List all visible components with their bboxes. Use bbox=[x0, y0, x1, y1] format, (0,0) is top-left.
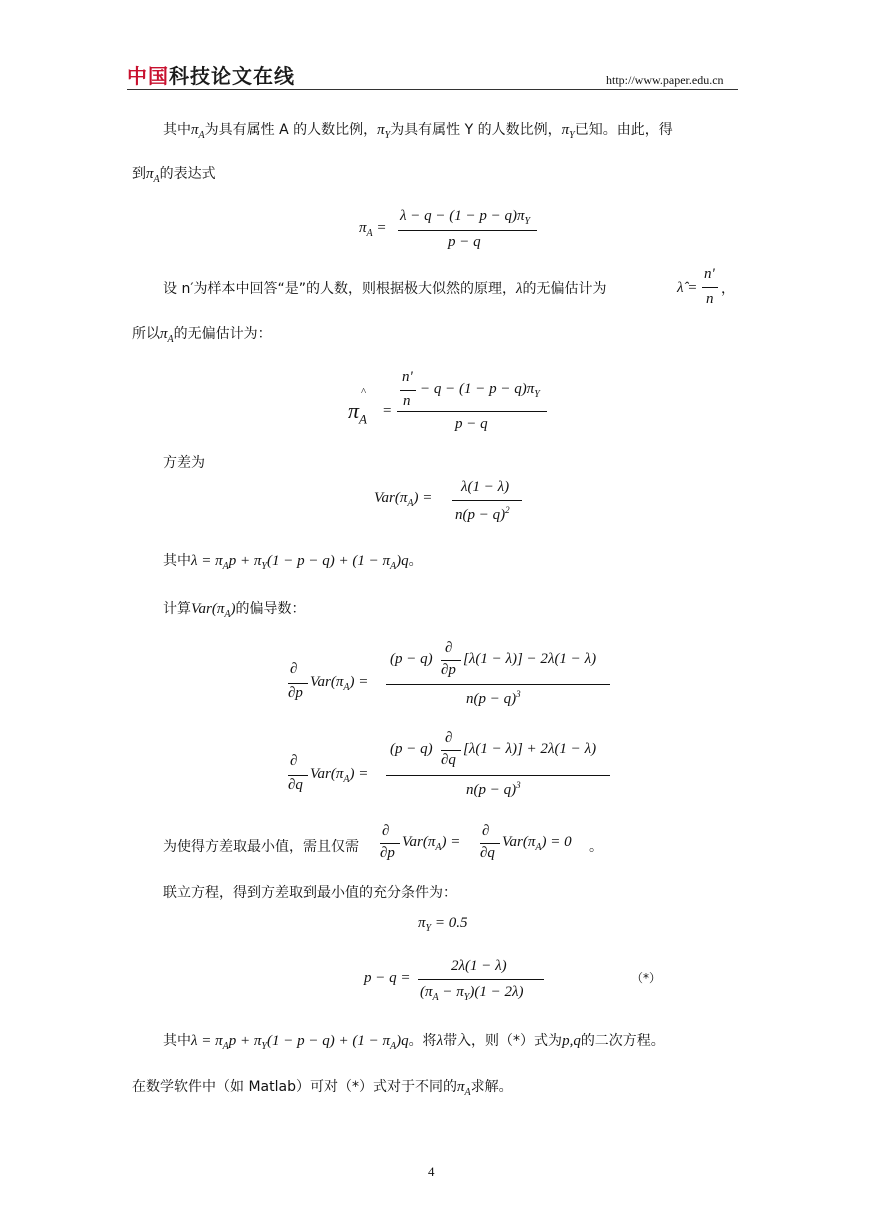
journal-logo bbox=[127, 60, 295, 88]
header-divider bbox=[127, 89, 738, 90]
equation-label: （*） bbox=[631, 971, 662, 985]
paragraph-1: 其中$\pi_A$为具有属性 A 的人数比例，$\pi_Y$为具有属性 Y 的人数比例，$\pi_Y$已知。由此，得 bbox=[163, 122, 673, 141]
equation-pi-y: $\pi_Y = 0.5$ bbox=[418, 915, 468, 934]
paragraph-3: 设 n′为样本中回答“是”的人数，则根据极大似然的原理，λ的无偏估计为 bbox=[163, 281, 607, 297]
paragraph-4: 所以$\pi_A$的无偏估计为： bbox=[132, 326, 272, 345]
logo-red-text: 中国 bbox=[127, 64, 169, 88]
paragraph-11: 在数学软件中（如 Matlab）可对（*）式对于不同的$\pi_A$求解。 bbox=[132, 1079, 513, 1098]
paragraph-10: 其中$\lambda = \pi_Ap + \pi_Y(1 - p - q) + (1 - \pi_A)q$。将λ带入，则（*）式为p,q的二次方程。 bbox=[163, 1033, 665, 1052]
paragraph-7: 计算$Var(\pi_A)$的偏导数： bbox=[163, 601, 306, 620]
paragraph-2: 到$\pi_A$的表达式 bbox=[132, 166, 216, 185]
logo-black-text: 科技论文在线 bbox=[169, 64, 295, 88]
header-url: http://www.paper.edu.cn bbox=[606, 73, 724, 87]
page-number: 4 bbox=[428, 1164, 435, 1179]
paragraph-5: 方差为 bbox=[163, 455, 205, 471]
paragraph-6: 其中$\lambda = \pi_Ap + \pi_Y(1 - p - q) + (1 - \pi_A)q$。 bbox=[163, 553, 423, 572]
paragraph-9: 联立方程，得到方差取到最小值的充分条件为： bbox=[163, 885, 457, 901]
